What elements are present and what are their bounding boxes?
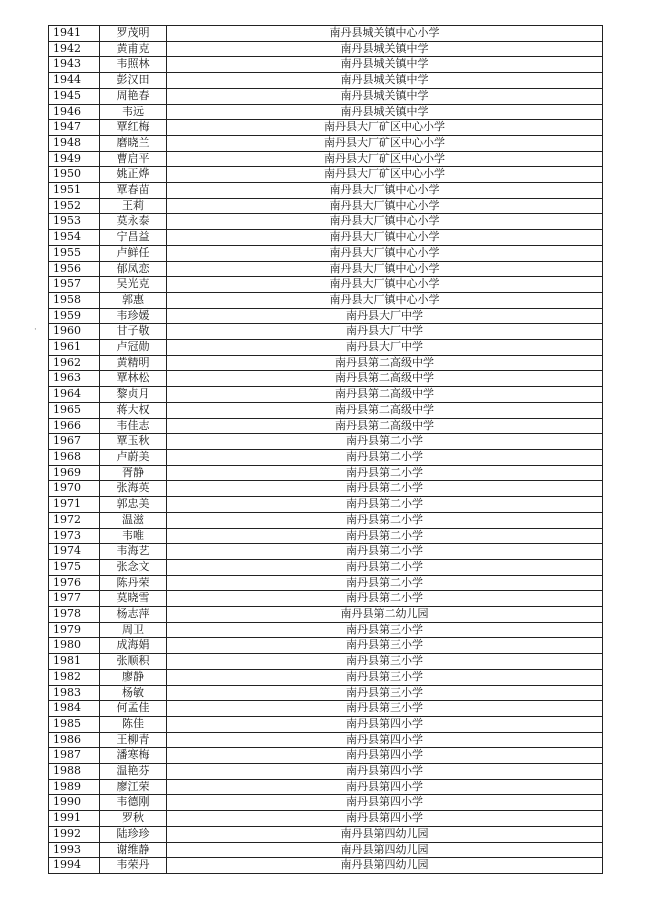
row-name: 王莉: [100, 198, 167, 214]
row-number: 1955: [49, 245, 100, 261]
row-number: 1986: [49, 732, 100, 748]
row-school: 南丹县第四小学: [167, 716, 603, 732]
table-row: [49, 795, 603, 811]
row-number: 1989: [49, 779, 100, 795]
row-number: 1980: [49, 638, 100, 654]
table-row: [49, 764, 603, 780]
row-number: 1964: [49, 387, 100, 403]
table-row: [49, 544, 603, 560]
table-row: [49, 41, 603, 57]
row-number: 1974: [49, 544, 100, 560]
table-row: [49, 135, 603, 151]
row-name: 成海娟: [100, 638, 167, 654]
row-name: 陆珍珍: [100, 826, 167, 842]
row-number: 1941: [49, 26, 100, 42]
row-name: 胥静: [100, 465, 167, 481]
row-name: 莫晓雪: [100, 591, 167, 607]
table-row: [49, 120, 603, 136]
row-name: 卢蔚美: [100, 449, 167, 465]
row-school: 南丹县第二小学: [167, 591, 603, 607]
row-name: 陈佳: [100, 716, 167, 732]
row-number: 1979: [49, 622, 100, 638]
table-row: [49, 528, 603, 544]
table-row: [49, 151, 603, 167]
row-school: 南丹县大厂镇中心小学: [167, 198, 603, 214]
row-number: 1983: [49, 685, 100, 701]
row-school: 南丹县第四小学: [167, 795, 603, 811]
row-number: 1973: [49, 528, 100, 544]
row-name: 卢冠勋: [100, 340, 167, 356]
table-row: [49, 748, 603, 764]
table-row: [49, 858, 603, 874]
row-name: 罗秋: [100, 811, 167, 827]
table-row: [49, 245, 603, 261]
row-number: 1950: [49, 167, 100, 183]
row-school: 南丹县第四幼儿园: [167, 858, 603, 874]
row-name: 张海英: [100, 481, 167, 497]
row-school: 南丹县第四小学: [167, 779, 603, 795]
row-number: 1969: [49, 465, 100, 481]
table-row: [49, 622, 603, 638]
row-school: 南丹县大厂镇中心小学: [167, 183, 603, 199]
row-school: 南丹县第二小学: [167, 449, 603, 465]
row-school: 南丹县第四幼儿园: [167, 826, 603, 842]
table-row: [49, 654, 603, 670]
table-row: [49, 198, 603, 214]
row-number: 1956: [49, 261, 100, 277]
row-school: 南丹县第四幼儿园: [167, 842, 603, 858]
row-school: 南丹县第二高级中学: [167, 418, 603, 434]
row-school: 南丹县第三小学: [167, 669, 603, 685]
row-school: 南丹县城关镇中学: [167, 41, 603, 57]
row-name: 韦远: [100, 104, 167, 120]
row-name: 姚正烨: [100, 167, 167, 183]
row-school: 南丹县第四小学: [167, 764, 603, 780]
row-number: 1977: [49, 591, 100, 607]
row-name: 温艳芬: [100, 764, 167, 780]
row-name: 郁凤恋: [100, 261, 167, 277]
row-number: 1970: [49, 481, 100, 497]
row-number: 1945: [49, 88, 100, 104]
row-number: 1978: [49, 607, 100, 623]
row-name: 黄甫克: [100, 41, 167, 57]
table-row: [49, 26, 603, 42]
table-row: [49, 214, 603, 230]
row-name: 韦唯: [100, 528, 167, 544]
row-school: 南丹县大厂镇中心小学: [167, 277, 603, 293]
row-number: 1982: [49, 669, 100, 685]
row-number: 1985: [49, 716, 100, 732]
table-row: [49, 685, 603, 701]
table-row: [49, 73, 603, 89]
table-row: [49, 465, 603, 481]
row-number: 1971: [49, 497, 100, 513]
row-school: 南丹县第二小学: [167, 575, 603, 591]
table-row: [49, 481, 603, 497]
row-number: 1990: [49, 795, 100, 811]
row-school: 南丹县大厂中学: [167, 340, 603, 356]
table-row: [49, 669, 603, 685]
row-school: 南丹县第二高级中学: [167, 402, 603, 418]
row-name: 谢维静: [100, 842, 167, 858]
row-school: 南丹县大厂矿区中心小学: [167, 167, 603, 183]
row-number: 1994: [49, 858, 100, 874]
row-school: 南丹县城关镇中心小学: [167, 26, 603, 42]
row-name: 郭忠美: [100, 497, 167, 513]
row-name: 温滋: [100, 512, 167, 528]
row-school: 南丹县大厂镇中心小学: [167, 214, 603, 230]
row-school: 南丹县第三小学: [167, 701, 603, 717]
row-number: 1961: [49, 340, 100, 356]
row-name: 黄精明: [100, 355, 167, 371]
table-row: [49, 277, 603, 293]
table-row: [49, 308, 603, 324]
roster-body: [49, 26, 603, 874]
row-name: 张念文: [100, 559, 167, 575]
row-number: 1976: [49, 575, 100, 591]
row-school: 南丹县城关镇中学: [167, 57, 603, 73]
row-name: 韦德刚: [100, 795, 167, 811]
row-name: 韦照林: [100, 57, 167, 73]
row-number: 1965: [49, 402, 100, 418]
row-school: 南丹县大厂镇中心小学: [167, 292, 603, 308]
table-row: [49, 387, 603, 403]
row-name: 卢鲜任: [100, 245, 167, 261]
row-number: 1952: [49, 198, 100, 214]
row-number: 1943: [49, 57, 100, 73]
row-number: 1944: [49, 73, 100, 89]
row-name: 宁昌益: [100, 230, 167, 246]
table-row: [49, 826, 603, 842]
row-name: 韦佳志: [100, 418, 167, 434]
row-name: 杨志萍: [100, 607, 167, 623]
table-row: [49, 497, 603, 513]
row-name: 覃玉秋: [100, 434, 167, 450]
table-row: [49, 842, 603, 858]
row-number: 1993: [49, 842, 100, 858]
row-school: 南丹县第四小学: [167, 732, 603, 748]
row-number: 1951: [49, 183, 100, 199]
row-school: 南丹县大厂中学: [167, 324, 603, 340]
table-row: [49, 292, 603, 308]
table-row: [49, 638, 603, 654]
table-row: [49, 716, 603, 732]
row-number: 1991: [49, 811, 100, 827]
row-school: 南丹县第二高级中学: [167, 387, 603, 403]
row-name: 莫永泰: [100, 214, 167, 230]
row-name: 韦海艺: [100, 544, 167, 560]
table-row: [49, 261, 603, 277]
table-row: [49, 104, 603, 120]
row-name: 覃春苗: [100, 183, 167, 199]
row-school: 南丹县大厂矿区中心小学: [167, 135, 603, 151]
row-number: 1975: [49, 559, 100, 575]
row-school: 南丹县第二小学: [167, 528, 603, 544]
row-name: 覃红梅: [100, 120, 167, 136]
row-number: 1957: [49, 277, 100, 293]
row-name: 廖江荣: [100, 779, 167, 795]
row-school: 南丹县第二高级中学: [167, 371, 603, 387]
row-name: 蒋大权: [100, 402, 167, 418]
row-name: 磨晓兰: [100, 135, 167, 151]
row-number: 1988: [49, 764, 100, 780]
table-row: [49, 355, 603, 371]
row-number: 1958: [49, 292, 100, 308]
table-row: [49, 371, 603, 387]
row-number: 1948: [49, 135, 100, 151]
row-number: 1992: [49, 826, 100, 842]
row-name: 覃林松: [100, 371, 167, 387]
table-row: [49, 340, 603, 356]
row-name: 周艳春: [100, 88, 167, 104]
row-school: 南丹县大厂镇中心小学: [167, 230, 603, 246]
row-school: 南丹县第三小学: [167, 638, 603, 654]
row-school: 南丹县城关镇中学: [167, 73, 603, 89]
row-name: 杨敏: [100, 685, 167, 701]
row-school: 南丹县第二高级中学: [167, 355, 603, 371]
row-school: 南丹县大厂镇中心小学: [167, 261, 603, 277]
row-number: 1953: [49, 214, 100, 230]
row-name: 郭惠: [100, 292, 167, 308]
table-row: [49, 607, 603, 623]
row-name: 张顺积: [100, 654, 167, 670]
row-school: 南丹县大厂矿区中心小学: [167, 120, 603, 136]
row-name: 廖静: [100, 669, 167, 685]
row-school: 南丹县第四小学: [167, 811, 603, 827]
row-school: 南丹县大厂矿区中心小学: [167, 151, 603, 167]
row-name: 王柳青: [100, 732, 167, 748]
row-number: 1987: [49, 748, 100, 764]
table-row: [49, 88, 603, 104]
table-row: [49, 512, 603, 528]
row-school: 南丹县第二小学: [167, 434, 603, 450]
row-name: 吴光克: [100, 277, 167, 293]
row-name: 黎贞月: [100, 387, 167, 403]
table-row: [49, 559, 603, 575]
table-row: [49, 167, 603, 183]
row-school: 南丹县第二小学: [167, 465, 603, 481]
table-row: [49, 183, 603, 199]
row-name: 罗茂明: [100, 26, 167, 42]
table-row: [49, 732, 603, 748]
row-number: 1947: [49, 120, 100, 136]
row-name: 陈丹荣: [100, 575, 167, 591]
row-school: 南丹县城关镇中学: [167, 104, 603, 120]
row-school: 南丹县第二小学: [167, 544, 603, 560]
row-number: 1960: [49, 324, 100, 340]
row-name: 曹启平: [100, 151, 167, 167]
row-name: 韦珍媛: [100, 308, 167, 324]
table-row: [49, 449, 603, 465]
row-number: 1949: [49, 151, 100, 167]
row-school: 南丹县第二幼儿园: [167, 607, 603, 623]
row-number: 1984: [49, 701, 100, 717]
row-name: 潘寒梅: [100, 748, 167, 764]
table-row: [49, 230, 603, 246]
table-row: [49, 402, 603, 418]
table-row: [49, 57, 603, 73]
row-name: 甘子敬: [100, 324, 167, 340]
row-school: 南丹县第三小学: [167, 622, 603, 638]
row-number: 1967: [49, 434, 100, 450]
row-number: 1959: [49, 308, 100, 324]
row-number: 1966: [49, 418, 100, 434]
table-row: [49, 779, 603, 795]
row-number: 1968: [49, 449, 100, 465]
margin-mark: ·: [34, 325, 37, 335]
table-row: [49, 701, 603, 717]
row-school: 南丹县第三小学: [167, 685, 603, 701]
row-number: 1981: [49, 654, 100, 670]
row-school: 南丹县城关镇中学: [167, 88, 603, 104]
table-row: [49, 575, 603, 591]
row-name: 周卫: [100, 622, 167, 638]
table-row: [49, 418, 603, 434]
row-school: 南丹县第二小学: [167, 512, 603, 528]
row-number: 1954: [49, 230, 100, 246]
row-number: 1972: [49, 512, 100, 528]
row-name: 何孟佳: [100, 701, 167, 717]
roster-table: [48, 25, 603, 874]
table-row: [49, 434, 603, 450]
row-school: 南丹县第三小学: [167, 654, 603, 670]
table-row: [49, 811, 603, 827]
table-row: [49, 591, 603, 607]
row-school: 南丹县大厂中学: [167, 308, 603, 324]
row-number: 1962: [49, 355, 100, 371]
row-number: 1942: [49, 41, 100, 57]
row-name: 彭汉田: [100, 73, 167, 89]
table-row: [49, 324, 603, 340]
row-school: 南丹县第二小学: [167, 559, 603, 575]
row-name: 韦荣丹: [100, 858, 167, 874]
row-school: 南丹县第二小学: [167, 481, 603, 497]
row-number: 1946: [49, 104, 100, 120]
row-school: 南丹县第二小学: [167, 497, 603, 513]
row-school: 南丹县大厂镇中心小学: [167, 245, 603, 261]
row-number: 1963: [49, 371, 100, 387]
row-school: 南丹县第四小学: [167, 748, 603, 764]
